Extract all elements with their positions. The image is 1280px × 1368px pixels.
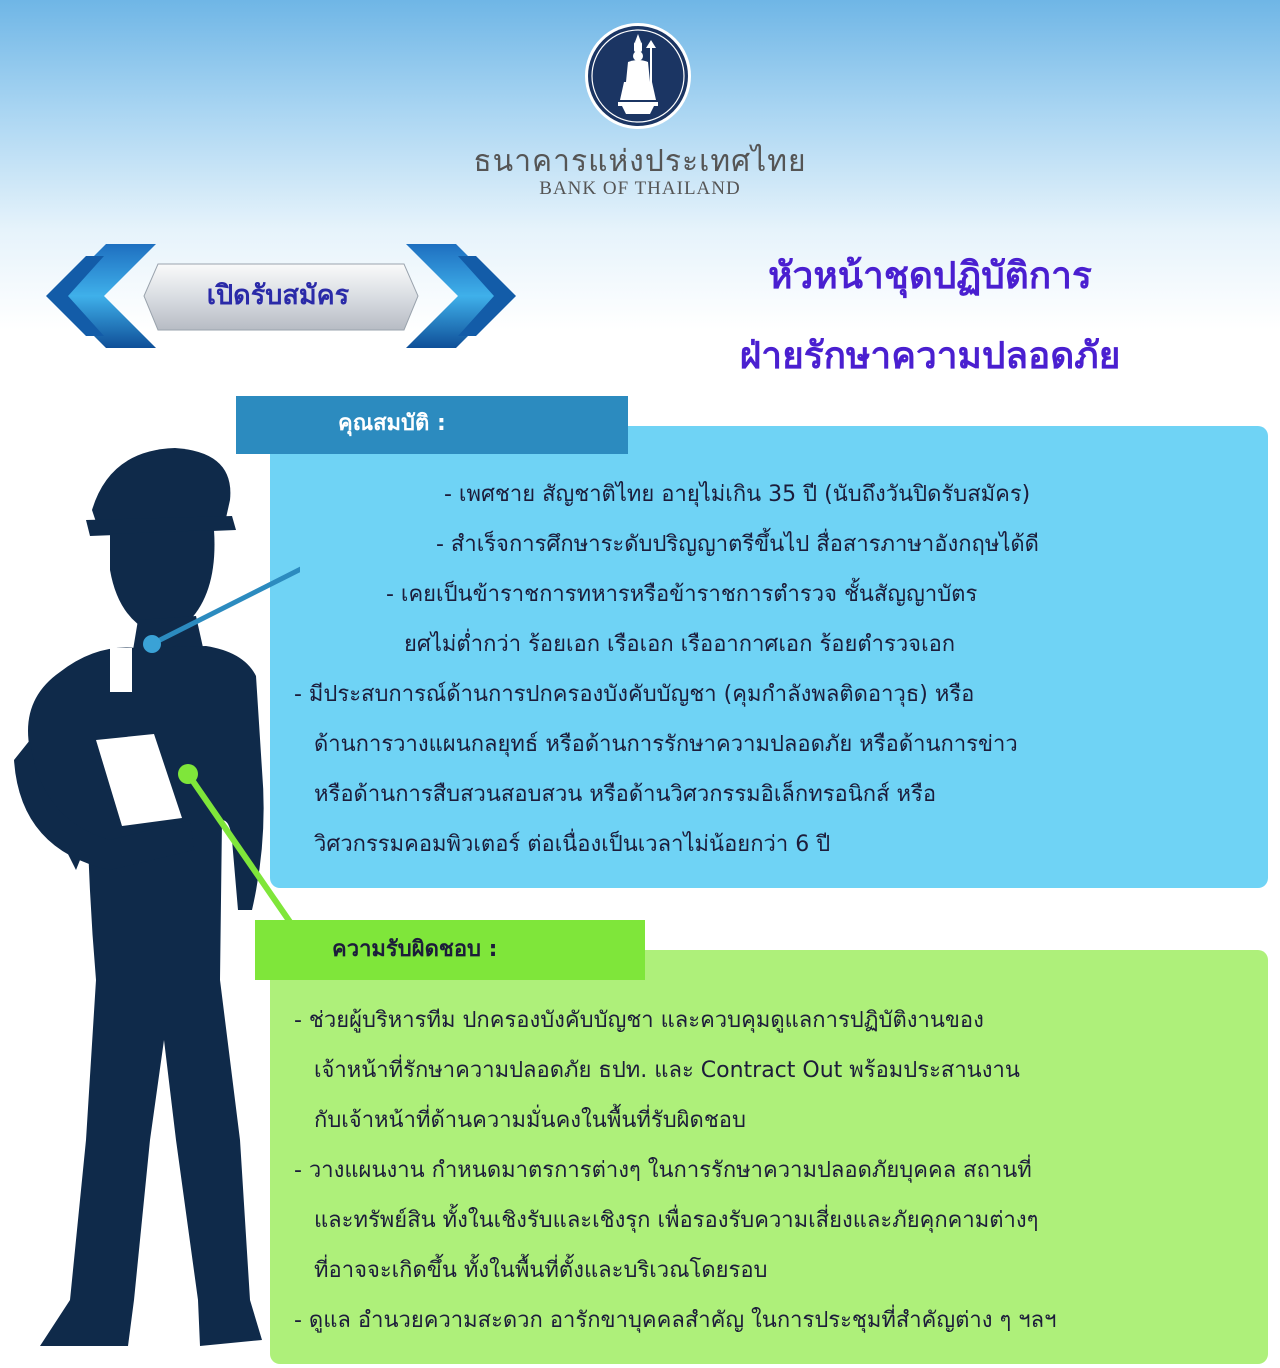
qualification-line: - สำเร็จการศึกษาระดับปริญญาตรีขึ้นไป สื่อสารภาษาอังกฤษได้ดี [436,532,1039,557]
qualification-line: วิศวกรรมคอมพิวเตอร์ ต่อเนื่องเป็นเวลาไม่น้อยกว่า 6 ปี [314,832,831,857]
qualification-line: ด้านการวางแผนกลยุทธ์ หรือด้านการรักษาความปลอดภัย หรือด้านการข่าว [314,732,1018,757]
responsibility-line: - วางแผนงาน กำหนดมาตรการต่างๆ ในการรักษาความปลอดภัยบุคคล สถานที่ [294,1158,1032,1183]
qualification-line: ยศไม่ต่ำกว่า ร้อยเอก เรือเอก เรืออากาศเอก ร้อยตำรวจเอก [404,632,956,657]
responsibility-line: และทรัพย์สิน ทั้งในเชิงรับและเชิงรุก เพื่อรองรับความเสี่ยงและภัยคุกคามต่างๆ [314,1208,1039,1233]
position-title-line1: หัวหน้าชุดปฏิบัติการ [768,254,1092,297]
responsibilities-heading: ความรับผิดชอบ : [332,937,498,962]
qualification-line: - มีประสบการณ์ด้านการปกครองบังคับบัญชา (คุมกำลังพลติดอาวุธ) หรือ [294,682,975,707]
responsibility-line: เจ้าหน้าที่รักษาความปลอดภัย ธปท. และ Contract Out พร้อมประสานงาน [314,1058,1020,1083]
id-badge-icon [110,648,132,692]
bank-logo-emblem-icon [584,22,692,130]
qualification-line: - เคยเป็นข้าราชการทหารหรือข้าราชการตำรวจ ชั้นสัญญาบัตร [386,582,978,607]
responsibility-line: - ช่วยผู้บริหารทีม ปกครองบังคับบัญชา และควบคุมดูแลการปฏิบัติงานของ [294,1008,984,1033]
org-name-thai: ธนาคารแห่งประเทศไทย [473,144,807,179]
qualification-line: หรือด้านการสืบสวนสอบสวน หรือด้านวิศวกรรมอิเล็กทรอนิกส์ หรือ [314,782,937,807]
responsibility-line: กับเจ้าหน้าที่ด้านความมั่นคงในพื้นที่รับผิดชอบ [314,1108,746,1133]
org-name-english: BANK OF THAILAND [539,178,741,199]
responsibility-line: ที่อาจจะเกิดขึ้น ทั้งในพื้นที่ตั้งและบริเวณโดยรอบ [314,1258,768,1283]
qualification-line: - เพศชาย สัญชาติไทย อายุไม่เกิน 35 ปี (นับถึงวันปิดรับสมัคร) [444,482,1031,507]
responsibility-line: - ดูแล อำนวยความสะดวก อารักขาบุคคลสำคัญ ในการประชุมที่สำคัญต่าง ๆ ฯลฯ [294,1308,1057,1333]
qualifications-heading: คุณสมบัติ : [338,411,446,436]
recruit-banner-label: เปิดรับสมัคร [206,280,350,311]
position-title-line2: ฝ่ายรักษาความปลอดภัย [739,334,1121,377]
security-officer-silhouette-icon [0,440,300,1368]
